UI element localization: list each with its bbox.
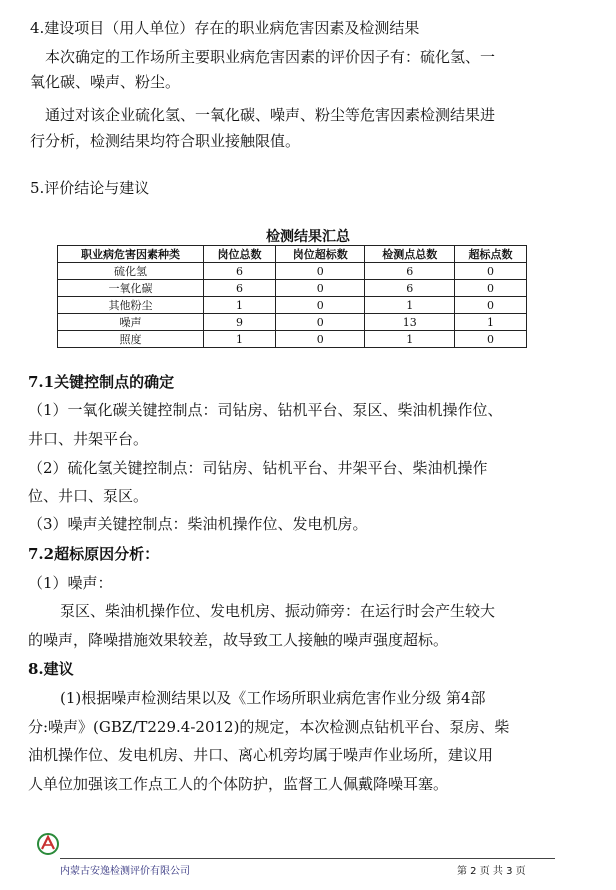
header-cell: 超标点数 bbox=[455, 246, 527, 263]
table-cell: 0 bbox=[275, 314, 365, 331]
section-8-para-line2: 分:噪声》(GBZ/T229.4-2012)的规定，本次检测点钻机平台、泵房、柴 bbox=[28, 718, 510, 736]
section-7-1-item2-line2: 位、井口、泵区。 bbox=[28, 487, 149, 505]
table-cell: 0 bbox=[275, 280, 365, 297]
table-cell: 硫化氢 bbox=[58, 263, 204, 280]
section-5-heading: 5.评价结论与建议 bbox=[30, 179, 150, 197]
section-4-para1-line1: 本次确定的工作场所主要职业病危害因素的评价因子有：硫化氢、一 bbox=[45, 48, 496, 66]
table-cell: 1 bbox=[365, 297, 455, 314]
table-header-row bbox=[58, 246, 527, 263]
header-cell: 职业病危害因素种类 bbox=[58, 246, 204, 263]
section-8-heading: 8.建议 bbox=[28, 660, 74, 678]
table-cell: 1 bbox=[365, 331, 455, 348]
table-cell: 其他粉尘 bbox=[58, 297, 204, 314]
footer-page-number: 第 2 页 共 3 页 bbox=[457, 866, 526, 877]
table-title: 检测结果汇总 bbox=[266, 229, 350, 245]
section-8-para-line4: 人单位加强该工作点工人的个体防护，监督工人佩戴降噪耳塞。 bbox=[28, 775, 449, 793]
table-cell: 1 bbox=[204, 297, 276, 314]
table-cell: 13 bbox=[365, 314, 455, 331]
table-row bbox=[58, 297, 527, 314]
table-row bbox=[58, 263, 527, 280]
header-cell: 岗位超标数 bbox=[275, 246, 365, 263]
table-cell: 0 bbox=[455, 297, 527, 314]
table-cell: 0 bbox=[455, 263, 527, 280]
table-row bbox=[58, 314, 527, 331]
table-cell: 0 bbox=[275, 263, 365, 280]
table-cell: 1 bbox=[455, 314, 527, 331]
section-7-1-item3: （3）噪声关键控制点：柴油机操作位、发电机房。 bbox=[28, 515, 368, 533]
header-cell: 检测点总数 bbox=[365, 246, 455, 263]
table-cell: 照度 bbox=[58, 331, 204, 348]
table-row bbox=[58, 331, 527, 348]
table-cell: 6 bbox=[204, 263, 276, 280]
section-4-para1-line2: 氧化碳、噪声、粉尘。 bbox=[30, 73, 181, 91]
section-7-1-item2-line1: （2）硫化氢关键控制点：司钻房、钻机平台、井架平台、柴油机操作 bbox=[28, 459, 488, 477]
footer-divider bbox=[60, 858, 555, 859]
table-cell: 9 bbox=[204, 314, 276, 331]
table-cell: 一氧化碳 bbox=[58, 280, 204, 297]
table-row bbox=[58, 280, 527, 297]
section-8-para-line1: (1)根据噪声检测结果以及《工作场所职业病危害作业分级 第4部 bbox=[60, 689, 486, 707]
section-7-2-para-line1: 泵区、柴油机操作位、发电机房、振动筛旁：在运行时会产生较大 bbox=[60, 602, 496, 620]
section-4-para2-line2: 行分析，检测结果均符合职业接触限值。 bbox=[30, 132, 301, 150]
footer-company: 内蒙古安逸检测评价有限公司 bbox=[60, 866, 190, 877]
table-cell: 1 bbox=[204, 331, 276, 348]
section-7-1-item1-line1: （1）一氧化碳关键控制点：司钻房、钻机平台、泵区、柴油机操作位、 bbox=[28, 401, 503, 419]
section-7-2-heading: 7.2超标原因分析： bbox=[28, 545, 160, 563]
table-cell: 6 bbox=[204, 280, 276, 297]
company-logo-icon bbox=[36, 832, 60, 856]
section-7-2-item1: （1）噪声： bbox=[28, 574, 113, 592]
section-8-para-line3: 油机操作位、发电机房、井口、离心机旁均属于噪声作业场所，建议用 bbox=[28, 746, 494, 764]
header-cell: 岗位总数 bbox=[204, 246, 276, 263]
table-cell: 0 bbox=[455, 280, 527, 297]
table-cell: 0 bbox=[275, 297, 365, 314]
results-table bbox=[57, 245, 527, 348]
table-cell: 0 bbox=[275, 331, 365, 348]
table-cell: 噪声 bbox=[58, 314, 204, 331]
section-4-heading: 4.建设项目（用人单位）存在的职业病危害因素及检测结果 bbox=[30, 19, 420, 37]
table-cell: 0 bbox=[455, 331, 527, 348]
section-4-para2-line1: 通过对该企业硫化氢、一氧化碳、噪声、粉尘等危害因素检测结果进 bbox=[45, 106, 496, 124]
table-cell: 6 bbox=[365, 263, 455, 280]
section-7-1-heading: 7.1关键控制点的确定 bbox=[28, 373, 175, 391]
table-cell: 6 bbox=[365, 280, 455, 297]
section-7-1-item1-line2: 井口、井架平台。 bbox=[28, 430, 149, 448]
section-7-2-para-line2: 的噪声，降噪措施效果较差，故导致工人接触的噪声强度超标。 bbox=[28, 631, 449, 649]
